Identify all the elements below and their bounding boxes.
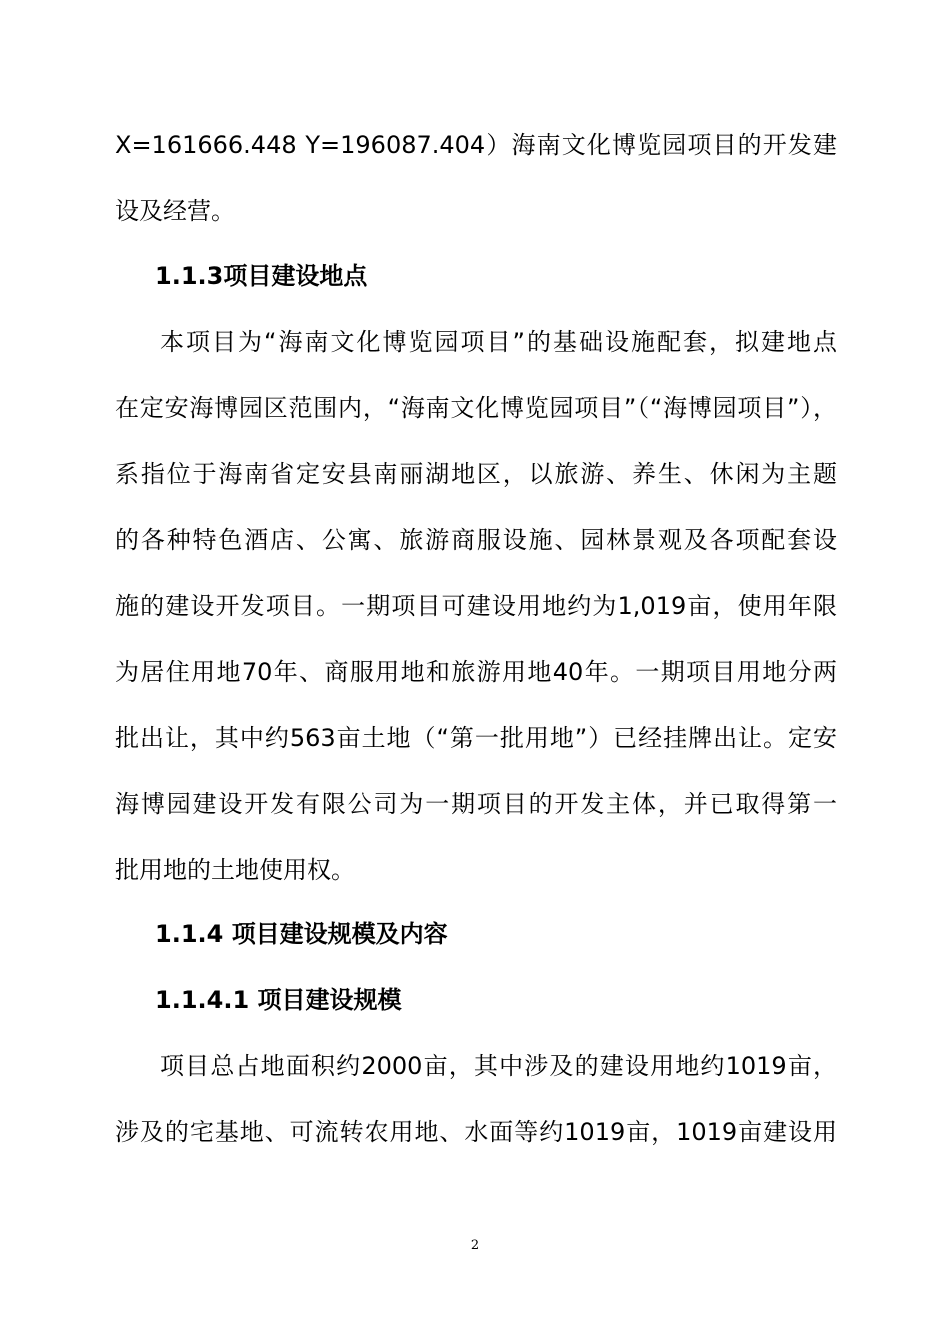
text-line: 系指位于海南省定安县南丽湖地区，以旅游、养生、休闲为主题: [115, 460, 837, 488]
page-number: 2: [470, 1238, 480, 1253]
text-line: 设及经营。: [115, 197, 235, 225]
text-line: 的各种特色酒店、公寓、旅游商服设施、园林景观及各项配套设: [115, 526, 837, 554]
text-line: 施的建设开发项目。一期项目可建设用地约为1,019亩，使用年限: [115, 592, 837, 620]
text-line: 在定安海博园区范围内，“海南文化博览园项目”（“海博园项目”），: [115, 394, 837, 422]
text-line: 项目总占地面积约2000亩，其中涉及的建设用地约1019亩，: [160, 1052, 837, 1080]
text-line: 涉及的宅基地、可流转农用地、水面等约1019亩，1019亩建设用: [115, 1118, 837, 1146]
text-line: 为居住用地70年、商服用地和旅游用地40年。一期项目用地分两: [115, 658, 837, 686]
text-line: 批出让，其中约563亩土地（“第一批用地”）已经挂牌出让。定安: [115, 724, 837, 752]
text-line: X=161666.448 Y=196087.404）海南文化博览园项目的开发建: [115, 131, 837, 159]
text-line: 海博园建设开发有限公司为一期项目的开发主体，并已取得第一: [115, 790, 837, 818]
section-heading: 1.1.3项目建设地点: [155, 262, 368, 290]
text-line: 本项目为“海南文化博览园项目”的基础设施配套，拟建地点: [160, 328, 837, 356]
text-line: 批用地的土地使用权。: [115, 856, 355, 884]
section-heading: 1.1.4 项目建设规模及内容: [155, 920, 448, 948]
subsection-heading: 1.1.4.1 项目建设规模: [155, 986, 402, 1014]
